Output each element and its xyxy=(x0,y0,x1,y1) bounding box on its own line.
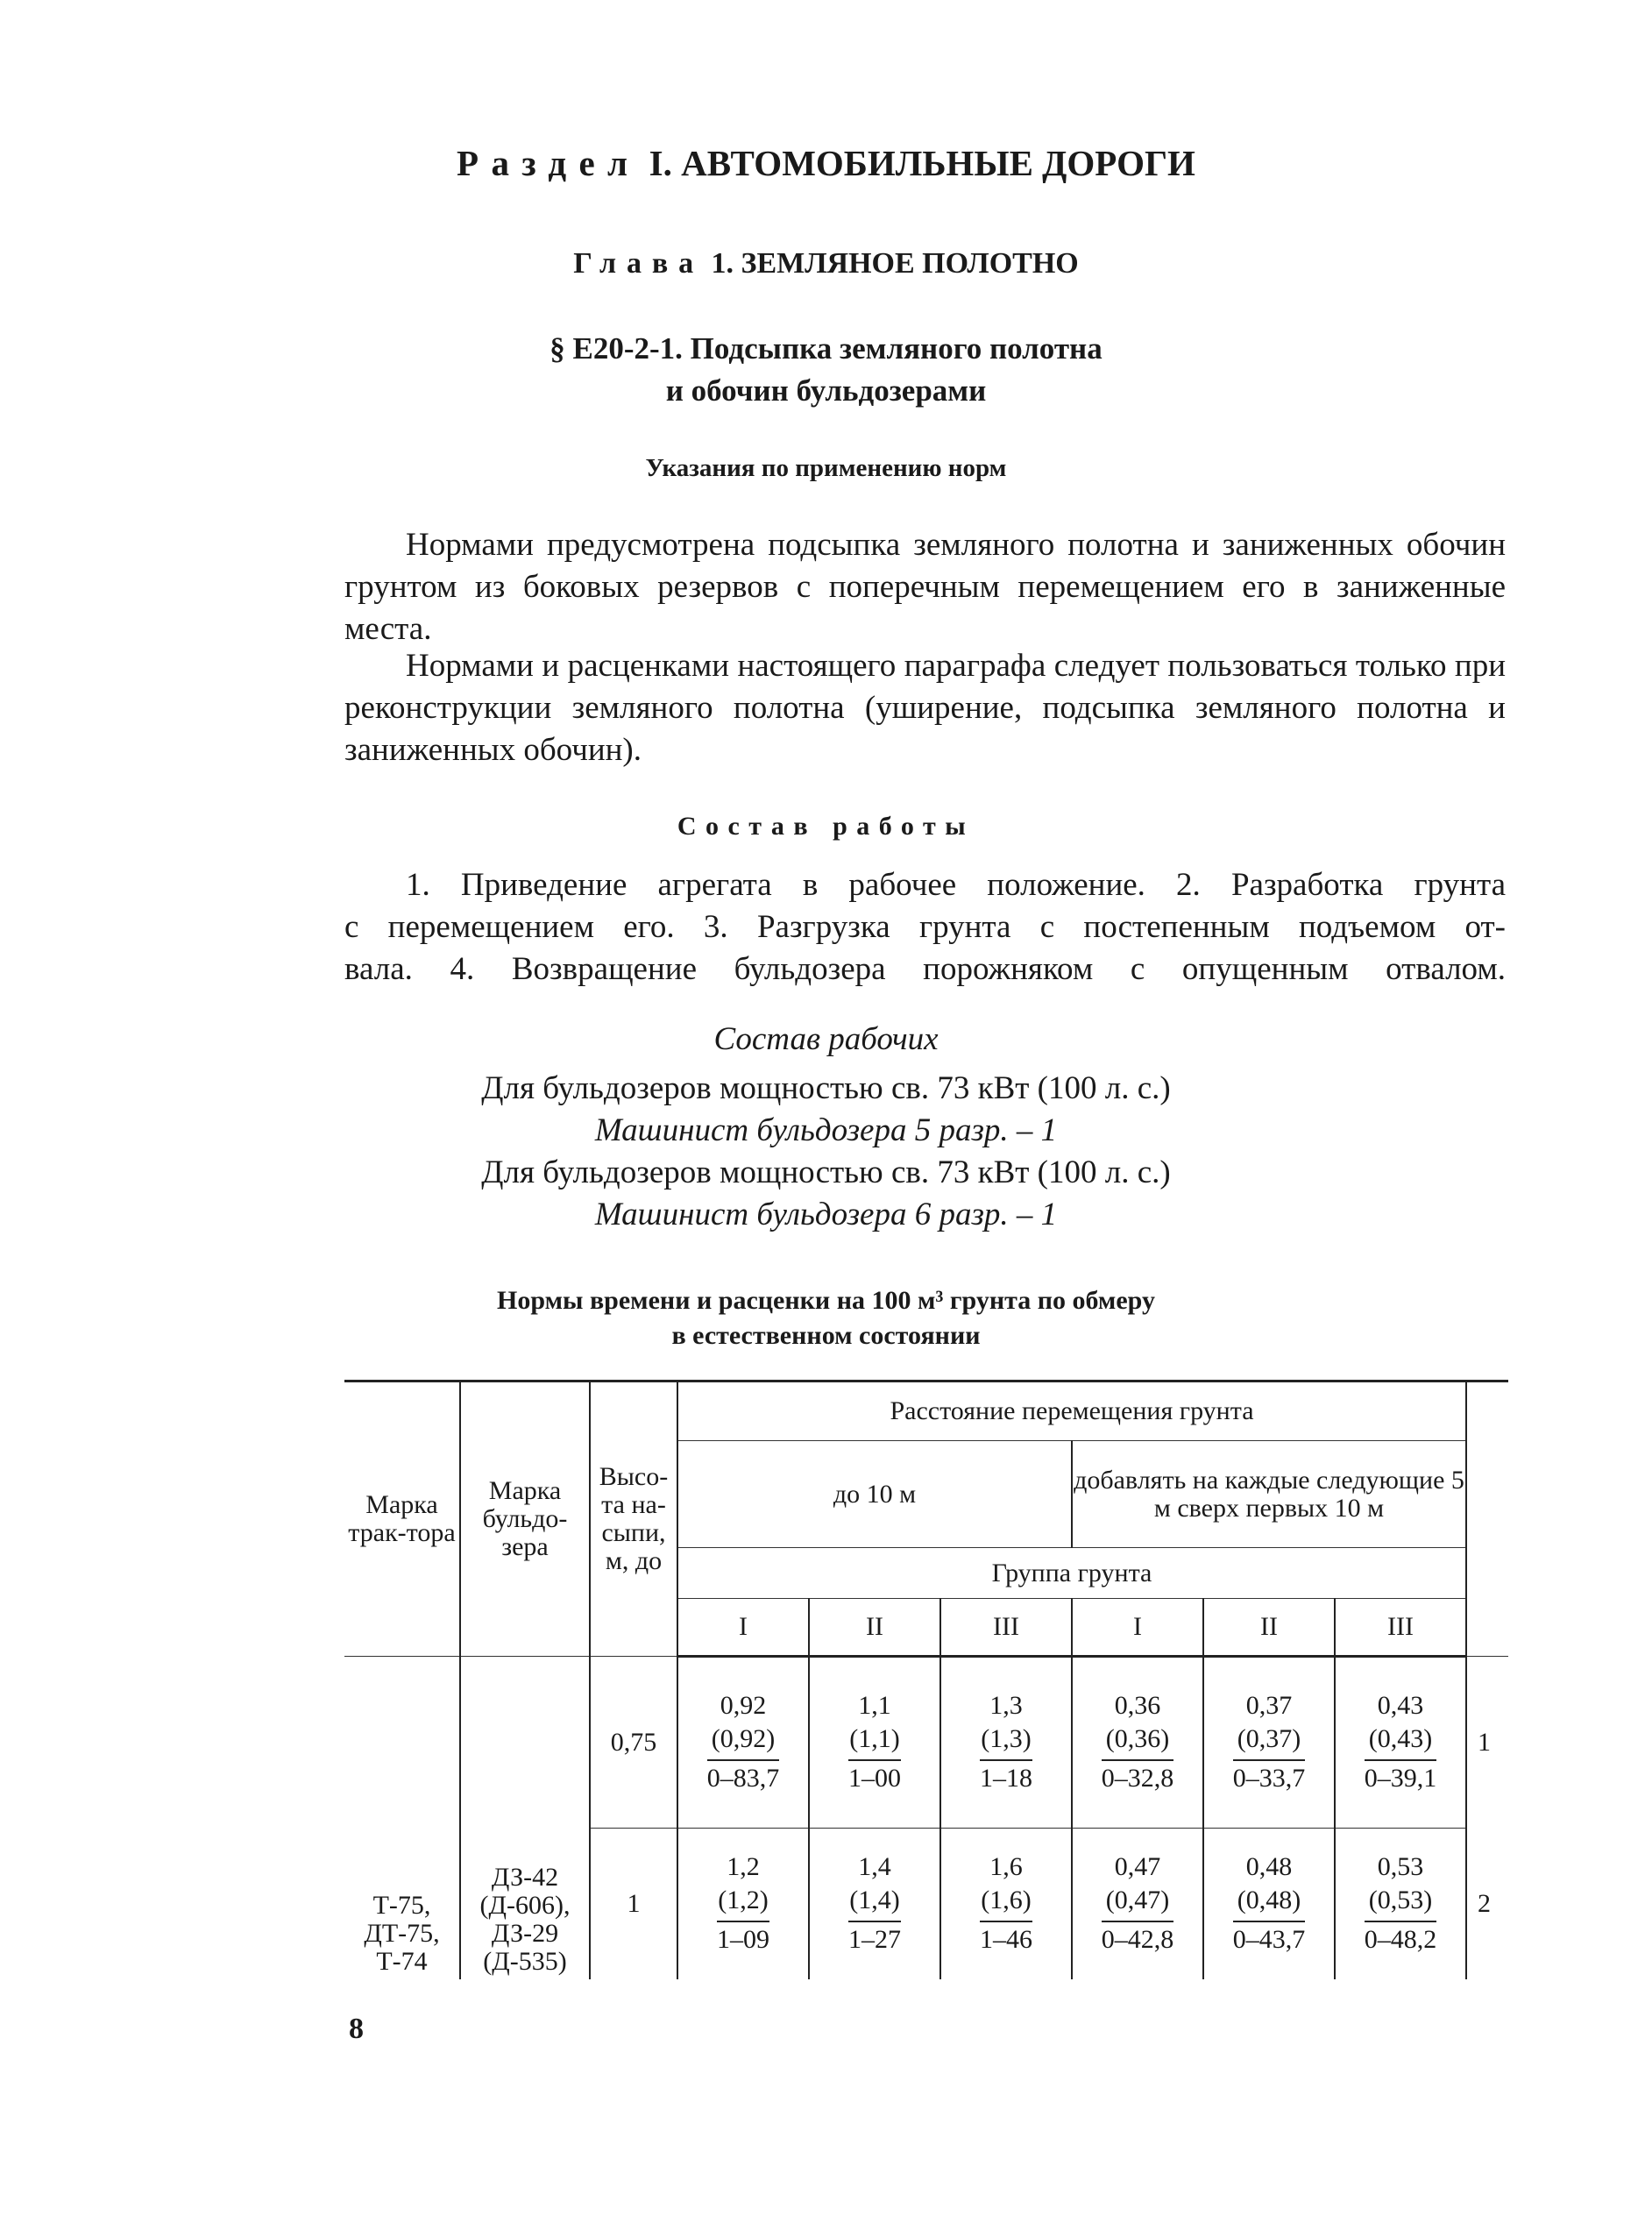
price-value: 1–09 xyxy=(717,1921,769,1957)
workers-line-3: Для бульдозеров мощностью св. 73 кВт (100 л. с.) xyxy=(481,1154,1171,1190)
norm-value: 1,6 xyxy=(989,1851,1023,1881)
norm-value: 0,47 xyxy=(1114,1851,1161,1881)
header-group-3: III xyxy=(940,1599,1072,1657)
table-caption xyxy=(0,1283,1652,1353)
table-caption-line2: в естественном состоянии xyxy=(671,1321,981,1350)
instructions-paragraph-2: Нормами и расценками настоящего параграфа следует пользоваться только при реконструкции земляного полотна (уширение, подсыпка земляного полотна и заниженных обочин). xyxy=(344,648,1506,768)
row-2-cell-1 xyxy=(677,1829,809,1979)
price-value: 0–33,7 xyxy=(1233,1759,1306,1796)
header-distance: Расстояние перемещения грунта xyxy=(677,1381,1466,1441)
row-2-cell-3 xyxy=(940,1829,1072,1979)
row-1-cell-4 xyxy=(1072,1657,1203,1829)
price-value: 1–46 xyxy=(980,1921,1032,1957)
norm-value-alt: (0,43) xyxy=(1368,1724,1433,1753)
bulldozer-models: ДЗ-42 (Д-606), ДЗ-29 (Д-535) xyxy=(460,1657,590,1979)
norm-value-alt: (1,6) xyxy=(981,1885,1032,1914)
row-2-number: 2 xyxy=(1466,1829,1508,1979)
work-text-line3: вала. 4. Возвращение бульдозера порожняком с опущенным отвалом. xyxy=(344,951,1506,987)
row-1-cell-1 xyxy=(677,1657,809,1829)
section-label: Раздел xyxy=(457,143,641,183)
norm-value-alt: (1,2) xyxy=(718,1885,769,1914)
row-2-cell-5 xyxy=(1203,1829,1335,1979)
norm-value-alt: (0,92) xyxy=(711,1724,776,1753)
header-group-5: II xyxy=(1203,1599,1335,1657)
workers-heading: Состав рабочих xyxy=(713,1021,939,1057)
price-value: 0–39,1 xyxy=(1365,1759,1437,1796)
section-title xyxy=(0,142,1652,184)
norm-value-alt: (0,48) xyxy=(1237,1885,1301,1914)
paragraph-title-line2: и обочин бульдозерами xyxy=(665,373,987,408)
row-1-number: 1 xyxy=(1466,1657,1508,1829)
row-1-height: 0,75 xyxy=(590,1657,677,1829)
norm-value: 0,43 xyxy=(1377,1691,1424,1720)
price-value: 1–27 xyxy=(848,1921,901,1957)
norm-value: 0,36 xyxy=(1114,1691,1161,1720)
work-text-line2: с перемещением его. 3. Разгрузка грунта с постепенным подъемом от- xyxy=(344,909,1506,945)
norm-value-alt: (0,37) xyxy=(1237,1724,1301,1753)
header-bulldozer: Марка бульдо-зера xyxy=(460,1381,590,1657)
workers-line-4: Машинист бульдозера 6 разр. – 1 xyxy=(594,1197,1058,1232)
header-add-each: добавлять на каждые следующие 5 м сверх первых 10 м xyxy=(1072,1441,1466,1548)
price-value: 0–32,8 xyxy=(1102,1759,1174,1796)
norm-value: 0,48 xyxy=(1245,1851,1293,1881)
row-1-cell-6 xyxy=(1335,1657,1466,1829)
work-heading: Состав работы xyxy=(677,812,975,841)
norm-value: 0,92 xyxy=(720,1691,767,1720)
header-rownum-spacer xyxy=(1466,1381,1508,1657)
header-soil-group: Группа грунта xyxy=(677,1548,1466,1599)
price-value: 0–43,7 xyxy=(1233,1921,1306,1957)
row-2-height: 1 xyxy=(590,1829,677,1979)
norm-value-alt: (1,3) xyxy=(981,1724,1032,1753)
instructions-heading: Указания по применению норм xyxy=(645,454,1007,482)
instructions-paragraph-1: Нормами предусмотрена подсыпка земляного полотна и заниженных обочин грунтом из боковых резервов с поперечным перемещением его в заниженные места. xyxy=(344,527,1506,647)
norm-value-alt: (1,4) xyxy=(849,1885,900,1914)
row-2-cell-6 xyxy=(1335,1829,1466,1979)
row-1-cell-2 xyxy=(809,1657,940,1829)
chapter-title xyxy=(0,247,1652,281)
norm-value-alt: (0,47) xyxy=(1105,1885,1170,1914)
work-text xyxy=(344,864,1506,991)
norm-value: 0,53 xyxy=(1377,1851,1424,1881)
price-value: 0–83,7 xyxy=(707,1759,780,1796)
header-group-6: III xyxy=(1335,1599,1466,1657)
price-value: 0–42,8 xyxy=(1102,1921,1174,1957)
header-group-1: I xyxy=(677,1599,809,1657)
header-up-to-10: до 10 м xyxy=(677,1441,1072,1548)
workers-line-1: Для бульдозеров мощностью св. 73 кВт (100 л. с.) xyxy=(481,1070,1171,1106)
row-2-cell-4 xyxy=(1072,1829,1203,1979)
header-group-4: I xyxy=(1072,1599,1203,1657)
chapter-name: 1. ЗЕМЛЯНОЕ ПОЛОТНО xyxy=(711,247,1079,280)
norm-value-alt: (0,36) xyxy=(1105,1724,1170,1753)
header-height: Высо-та на-сыпи, м, до xyxy=(590,1381,677,1657)
price-value: 1–18 xyxy=(980,1759,1032,1796)
price-value: 0–48,2 xyxy=(1365,1921,1437,1957)
norm-value: 1,2 xyxy=(727,1851,760,1881)
workers-line-2: Машинист бульдозера 5 разр. – 1 xyxy=(594,1112,1058,1148)
norm-value: 1,4 xyxy=(858,1851,891,1881)
table-caption-line1: Нормы времени и расценки на 100 м³ грунта по обмеру xyxy=(497,1286,1155,1315)
page-number: 8 xyxy=(349,2013,364,2045)
norm-value: 0,37 xyxy=(1245,1691,1293,1720)
norms-table xyxy=(344,1380,1508,1979)
paragraph-title-line1: § Е20-2-1. Подсыпка земляного полотна xyxy=(549,331,1103,366)
price-value: 1–00 xyxy=(848,1759,901,1796)
section-name: I. АВТОМОБИЛЬНЫЕ ДОРОГИ xyxy=(649,143,1195,183)
row-1-cell-5 xyxy=(1203,1657,1335,1829)
paragraph-title xyxy=(0,328,1652,412)
norm-value: 1,3 xyxy=(989,1691,1023,1720)
header-tractor: Марка трак-тора xyxy=(344,1381,460,1657)
norm-value-alt: (1,1) xyxy=(849,1724,900,1753)
norm-value: 1,1 xyxy=(858,1691,891,1720)
row-1-cell-3 xyxy=(940,1657,1072,1829)
tractor-models: Т-75, ДТ-75, Т-74 xyxy=(344,1657,460,1979)
header-group-2: II xyxy=(809,1599,940,1657)
norm-value-alt: (0,53) xyxy=(1368,1885,1433,1914)
row-2-cell-2 xyxy=(809,1829,940,1979)
chapter-label: Глава xyxy=(573,247,704,280)
work-text-line1: 1. Приведение агрегата в рабочее положение. 2. Разработка грунта xyxy=(406,867,1506,903)
